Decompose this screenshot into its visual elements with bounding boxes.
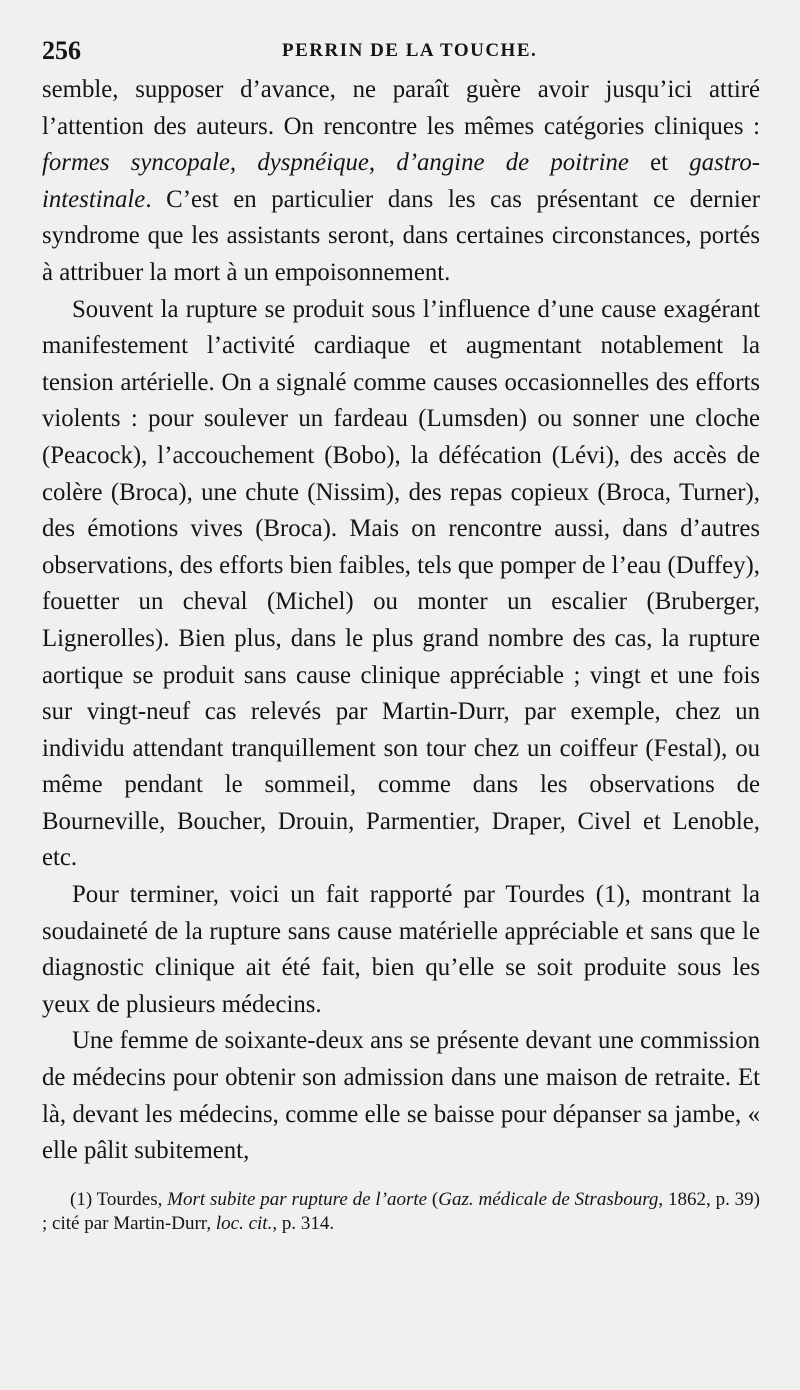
page-number: 256 xyxy=(42,36,81,65)
text-run: semble, supposer d’avance, ne paraît guère avoir jusqu’ici attiré l’attention des auteurs. On rencontre les mêmes catégories cliniques : xyxy=(42,76,760,140)
body-text xyxy=(42,72,760,1170)
text-run: , 1862, p. 39) ; cité par Martin-Durr, xyxy=(42,1188,761,1234)
text-run: et xyxy=(628,149,690,177)
italic-text: Gaz. médicale de Strasbourg xyxy=(438,1188,659,1210)
text-run: (1) Tourdes, xyxy=(70,1188,168,1210)
footnote xyxy=(42,1188,760,1236)
text-run: Souvent la rupture se produit sous l’influence d’une cause exagérant manifestement l’activité cardiaque et augmentant notablement la tension artérielle. On a signalé comme causes occasionnelles des efforts violents : pour soulever un fardeau (Lumsden) ou sonner une cloche (Peacock), l’accouchement (Bobo), la défécation (Lévi), des accès de colère (Broca), une chute (Nissim), des repas copieux (Broca, Turner), des émotions vives (Broca). Mais on rencontre aussi, dans d’autres observations, des efforts bien faibles, tels que pomper de l’eau (Duffey), fouetter un cheval (Michel) ou monter un escalier (Bruberger, Lignerolles). Bien plus, dans le plus grand nombre des cas, la rupture aortique se produit sans cause clinique appréciable ; vingt et une fois sur vingt-neuf cas relevés par Martin-Durr, par exemple, chez un individu attendant tranquillement son tour chez un coiffeur (Festal), ou même pendant le sommeil, comme dans les observations de Bourneville, Boucher, Drouin, Parmentier, Draper, Civel et Lenoble, etc. xyxy=(42,295,760,872)
running-head xyxy=(42,28,760,72)
text-run: Une femme de soixante-deux ans se présente devant une commission de médecins pour obtenir son admission dans une maison de retraite. Et là, devant les médecins, comme elle se baisse pour dépanser sa jambe, « elle pâlit subitement, xyxy=(42,1027,760,1165)
italic-text: formes syncopale, dyspnéique, d’angine de poitrine xyxy=(42,149,629,177)
italic-text: loc. cit. xyxy=(215,1212,273,1234)
italic-text: Mort subite par rupture de l’aorte xyxy=(167,1188,428,1210)
italic-text: gastro-intestinale xyxy=(42,149,761,213)
paragraph-3 xyxy=(42,877,760,1023)
text-run: . C’est en particulier dans les cas présentant ce dernier syndrome que les assistants seront, dans certaines circonstances, portés à attribuer la mort à un empoisonnement. xyxy=(42,185,760,286)
running-title: PERRIN DE LA TOUCHE. xyxy=(282,40,538,61)
text-run: ( xyxy=(427,1188,439,1210)
paragraph-4 xyxy=(42,1023,760,1169)
paragraph-2 xyxy=(42,292,760,878)
paragraph-1 xyxy=(42,72,760,292)
text-run: , p. 314. xyxy=(272,1212,335,1234)
text-run: Pour terminer, voici un fait rapporté par Tourdes (1), montrant la soudaineté de la rupture sans cause matérielle appréciable et sans que le diagnostic clinique ait été fait, bien qu’elle se soit produite sous les yeux de plusieurs médecins. xyxy=(42,881,760,1018)
